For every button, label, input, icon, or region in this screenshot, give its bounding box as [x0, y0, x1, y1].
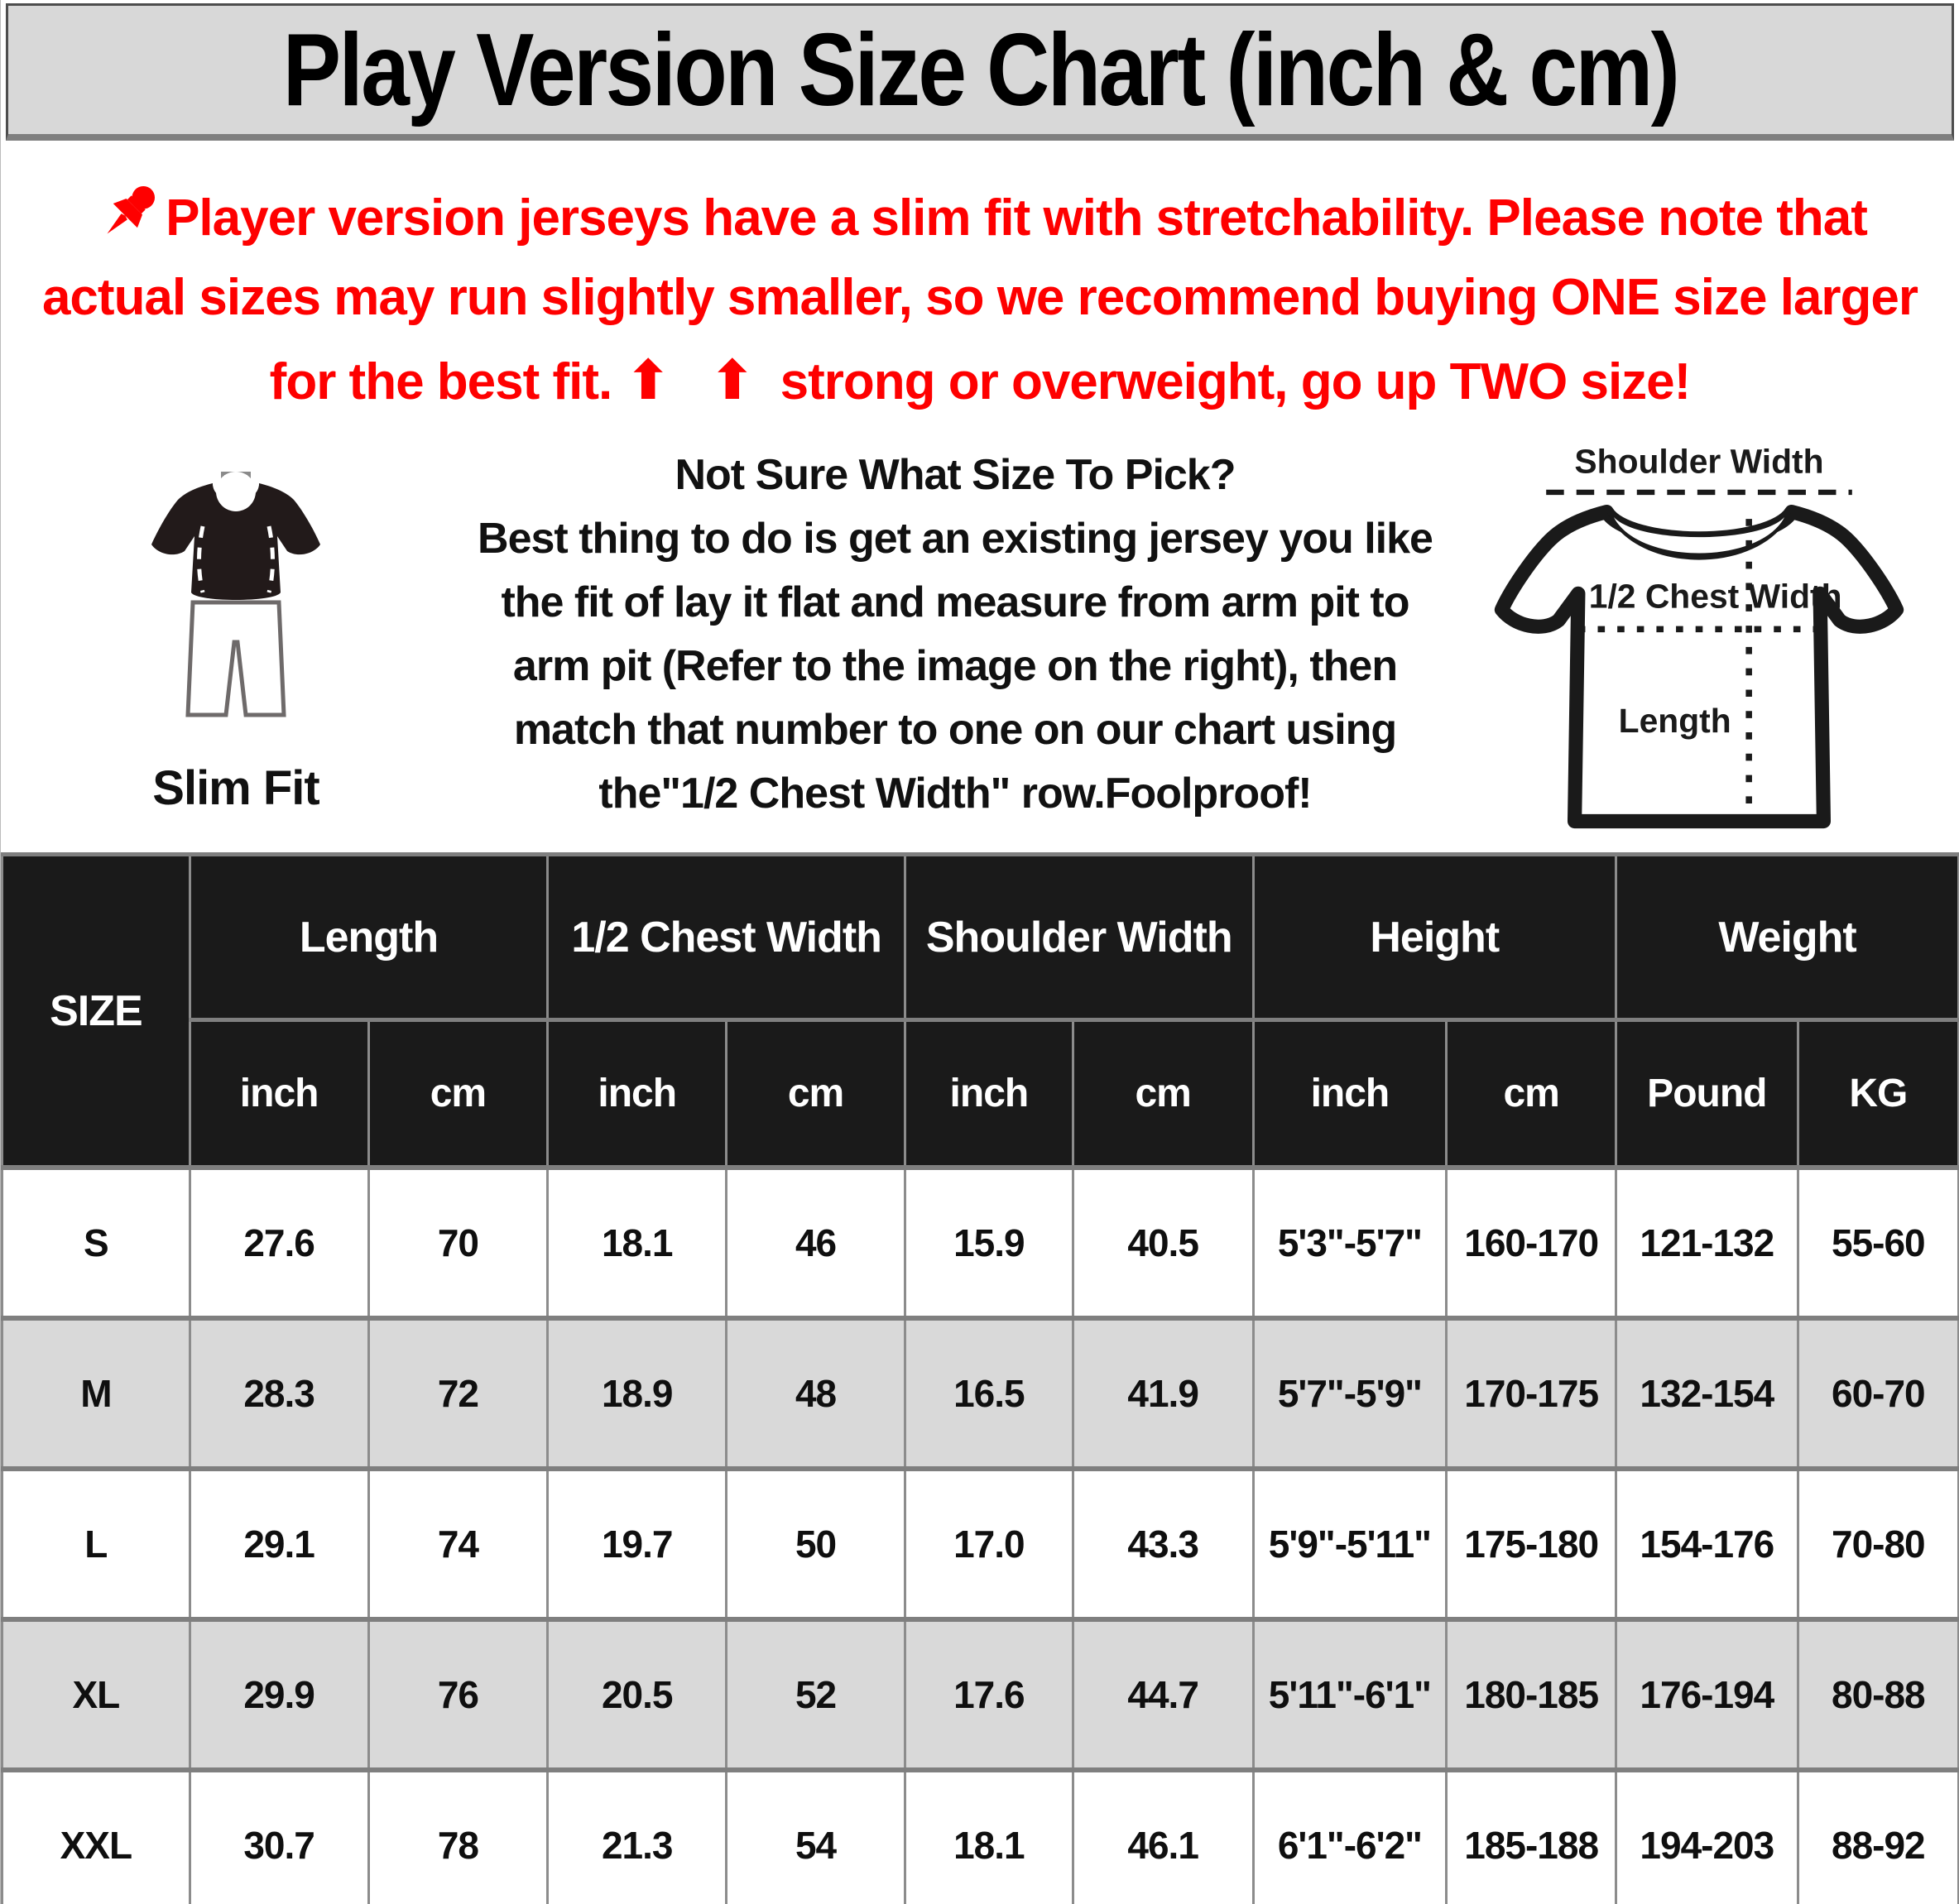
column-header-size: SIZE: [2, 855, 190, 1168]
cell: 154-176: [1616, 1469, 1798, 1619]
column-header-chest-width: 1/2 Chest Width: [548, 855, 905, 1020]
cell: 194-203: [1616, 1770, 1798, 1904]
slim-fit-figure: [12, 434, 459, 852]
table-row-xxl: [2, 1770, 1959, 1904]
cell: 132-154: [1616, 1318, 1798, 1469]
cell: 18.1: [905, 1770, 1073, 1904]
cell: 185-188: [1447, 1770, 1616, 1904]
cell: 52: [727, 1619, 905, 1770]
unit-length-cm: cm: [368, 1020, 548, 1168]
size-cell: S: [2, 1168, 190, 1318]
cell: 18.1: [548, 1168, 727, 1318]
size-help-body: Best thing to do is get an existing jersey you like the fit of lay it flat and measure from arm pit to arm pit (Refer to the image on the right), then match that number to one on our chart using the"1/2 Chest Width" row.Foolproof!: [478, 515, 1433, 818]
slim-fit-icon: [132, 470, 339, 739]
cell: 60-70: [1798, 1318, 1958, 1469]
notice-text-1: Player version jerseys have a slim fit with stretchability. Please note that actual sizes may run slightly smaller, so we recommend buying ONE size larger for the best fit.: [41, 189, 1918, 411]
size-cell: L: [2, 1469, 190, 1619]
cell: 48: [727, 1318, 905, 1469]
cell: 121-132: [1616, 1168, 1798, 1318]
cell: 16.5: [905, 1318, 1073, 1469]
cell: 20.5: [548, 1619, 727, 1770]
size-table: [1, 852, 1959, 1904]
cell: 17.6: [905, 1619, 1073, 1770]
cell: 18.9: [548, 1318, 727, 1469]
cell: 180-185: [1447, 1619, 1616, 1770]
cell: 55-60: [1798, 1168, 1958, 1318]
cell: 160-170: [1447, 1168, 1616, 1318]
pushpin-icon: [93, 177, 164, 248]
slim-fit-label: Slim Fit: [152, 761, 319, 816]
cell: 40.5: [1073, 1168, 1253, 1318]
table-row-xl: [2, 1619, 1959, 1770]
cell: 88-92: [1798, 1770, 1958, 1904]
cell: 176-194: [1616, 1619, 1798, 1770]
table-row-s: [2, 1168, 1959, 1318]
diagram-shoulder-label: Shoulder Width: [1574, 442, 1824, 481]
unit-height-inch: inch: [1253, 1020, 1447, 1168]
cell: 70: [368, 1168, 548, 1318]
size-help-heading: Not Sure What Size To Pick?: [675, 451, 1236, 500]
cell: 19.7: [548, 1469, 727, 1619]
cell: 76: [368, 1619, 548, 1770]
diagram-chest-label: 1/2 Chest Width: [1588, 578, 1842, 616]
unit-chest-inch: inch: [548, 1020, 727, 1168]
cell: 170-175: [1447, 1318, 1616, 1469]
cell: 6'1"-6'2": [1253, 1770, 1447, 1904]
cell: 28.3: [190, 1318, 368, 1469]
table-row-l: [2, 1469, 1959, 1619]
table-row-m: [2, 1318, 1959, 1469]
unit-shoulder-inch: inch: [905, 1020, 1073, 1168]
unit-length-inch: inch: [190, 1020, 368, 1168]
guide-section: [1, 429, 1959, 852]
up-arrows-icon: ⬆ ⬆: [625, 349, 767, 411]
size-cell: XL: [2, 1619, 190, 1770]
cell: 21.3: [548, 1770, 727, 1904]
cell: 80-88: [1798, 1619, 1958, 1770]
cell: 5'11"-6'1": [1253, 1619, 1447, 1770]
cell: 70-80: [1798, 1469, 1958, 1619]
cell: 29.1: [190, 1469, 368, 1619]
cell: 50: [727, 1469, 905, 1619]
diagram-length-label: Length: [1618, 702, 1731, 741]
table-group-header-row: [2, 855, 1959, 1020]
cell: 29.9: [190, 1619, 368, 1770]
cell: 43.3: [1073, 1469, 1253, 1619]
size-help-text: [459, 434, 1451, 852]
measurement-diagram: [1451, 434, 1947, 852]
size-cell: XXL: [2, 1770, 190, 1904]
table-unit-header-row: [2, 1020, 1959, 1168]
column-header-height: Height: [1253, 855, 1616, 1020]
page-title: Play Version Size Chart (inch & cm): [282, 12, 1678, 127]
cell: 46.1: [1073, 1770, 1253, 1904]
unit-weight-pound: Pound: [1616, 1020, 1798, 1168]
fit-notice: [1, 141, 1959, 429]
cell: 5'9"-5'11": [1253, 1469, 1447, 1619]
cell: 175-180: [1447, 1469, 1616, 1619]
cell: 41.9: [1073, 1318, 1253, 1469]
cell: 15.9: [905, 1168, 1073, 1318]
cell: 27.6: [190, 1168, 368, 1318]
notice-text-2: strong or overweight, go up TWO size!: [766, 353, 1691, 411]
unit-shoulder-cm: cm: [1073, 1020, 1253, 1168]
unit-weight-kg: KG: [1798, 1020, 1958, 1168]
unit-chest-cm: cm: [727, 1020, 905, 1168]
cell: 17.0: [905, 1469, 1073, 1619]
cell: 46: [727, 1168, 905, 1318]
cell: 44.7: [1073, 1619, 1253, 1770]
cell: 5'7"-5'9": [1253, 1318, 1447, 1469]
cell: 74: [368, 1469, 548, 1619]
cell: 72: [368, 1318, 548, 1469]
column-header-weight: Weight: [1616, 855, 1959, 1020]
title-band: [6, 3, 1954, 141]
cell: 5'3"-5'7": [1253, 1168, 1447, 1318]
column-header-shoulder-width: Shoulder Width: [905, 855, 1253, 1020]
column-header-length: Length: [190, 855, 548, 1020]
cell: 78: [368, 1770, 548, 1904]
cell: 54: [727, 1770, 905, 1904]
cell: 30.7: [190, 1770, 368, 1904]
size-cell: M: [2, 1318, 190, 1469]
unit-height-cm: cm: [1447, 1020, 1616, 1168]
tshirt-measure-icon: [1467, 434, 1931, 852]
